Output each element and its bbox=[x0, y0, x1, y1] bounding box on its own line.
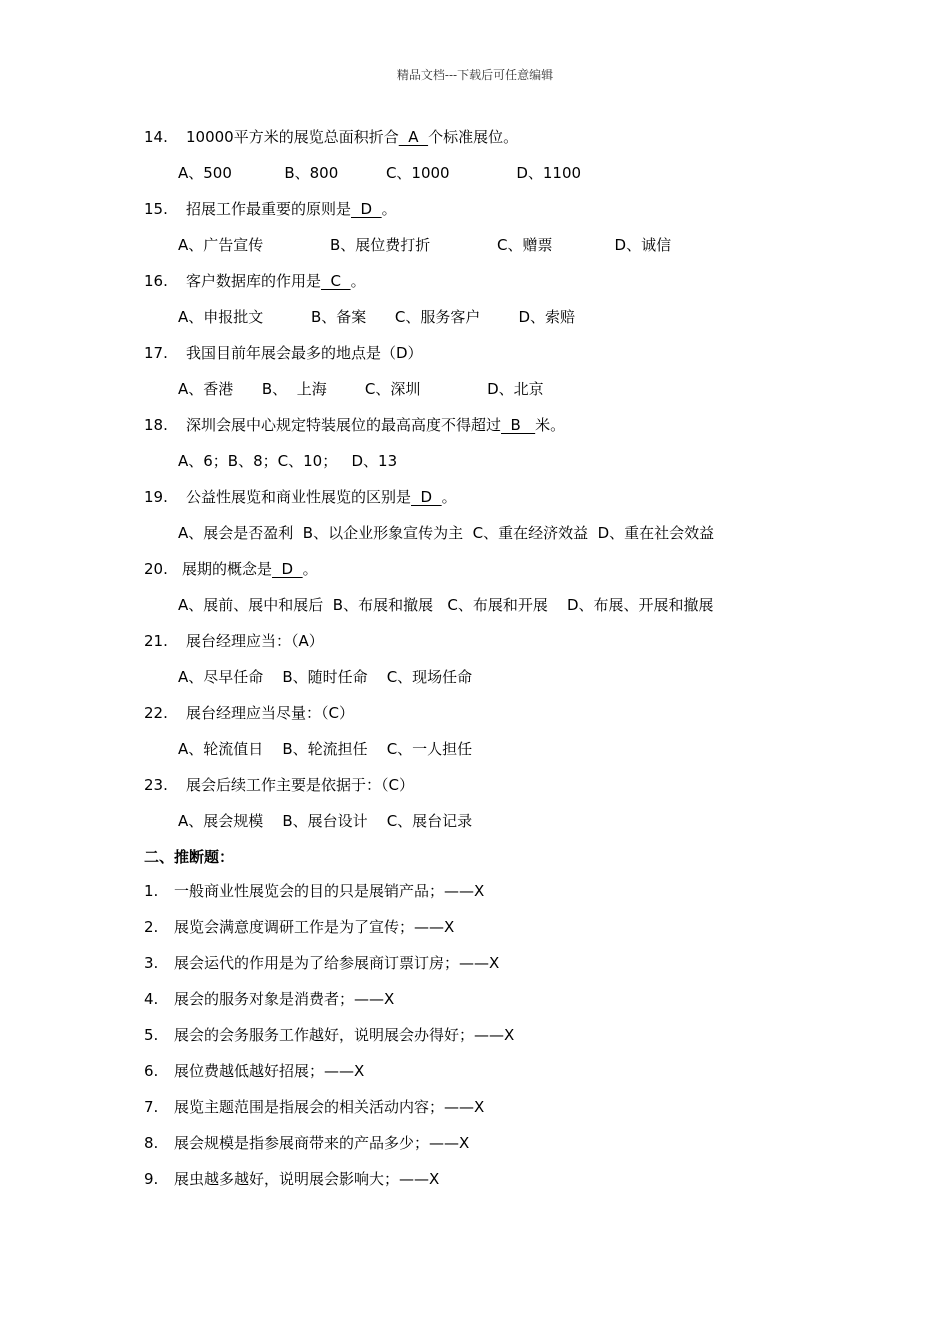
answer-blank: C bbox=[321, 272, 351, 290]
tf-item-2 bbox=[144, 917, 454, 937]
item-text: 展会的会务服务工作越好，说明展会办得好；——X bbox=[174, 1026, 515, 1044]
tf-item-3 bbox=[144, 953, 499, 973]
item-text: 展会的服务对象是消费者；——X bbox=[174, 990, 395, 1008]
question-22 bbox=[144, 703, 354, 723]
tf-item-9 bbox=[144, 1169, 439, 1189]
question-18 bbox=[144, 415, 565, 435]
question-number: 22. bbox=[144, 704, 168, 722]
question-15 bbox=[144, 199, 397, 219]
question-16 bbox=[144, 271, 366, 291]
tf-item-1 bbox=[144, 881, 484, 901]
question-20 bbox=[144, 559, 318, 579]
tf-item-4 bbox=[144, 989, 394, 1009]
item-number: 8. bbox=[144, 1134, 159, 1152]
question-text: 展台经理应当尽量：（C） bbox=[186, 704, 354, 722]
question-23 bbox=[144, 775, 414, 795]
question-text: 展台经理应当：（A） bbox=[186, 632, 324, 650]
options-14: A、500 B、800 C、1000 D、1100 bbox=[178, 164, 582, 182]
item-number: 9. bbox=[144, 1170, 159, 1188]
question-number: 14. bbox=[144, 128, 168, 146]
item-text: 一般商业性展览会的目的只是展销产品；——X bbox=[174, 882, 485, 900]
options-21: A、尽早任命 B、随时任命 C、现场任命 bbox=[178, 668, 473, 686]
item-text: 展会运代的作用是为了给参展商订票订房；——X bbox=[174, 954, 500, 972]
answer-blank: D bbox=[272, 560, 303, 578]
options-19: A、展会是否盈利 B、以企业形象宣传为主 C、重在经济效益 D、重在社会效益 bbox=[178, 524, 715, 542]
item-text: 展会规模是指参展商带来的产品多少；——X bbox=[174, 1134, 470, 1152]
question-text-end: 。 bbox=[350, 272, 366, 290]
question-number: 15. bbox=[144, 200, 168, 218]
question-text: 招展工作最重要的原则是 bbox=[186, 200, 352, 218]
answer-blank: B bbox=[501, 416, 536, 434]
options-16: A、申报批文 B、备案 C、服务客户 D、索赔 bbox=[178, 308, 576, 326]
answer-blank: A bbox=[398, 128, 429, 146]
item-text: 展览主题范围是指展会的相关活动内容；——X bbox=[174, 1098, 485, 1116]
question-text: 展会后续工作主要是依据于：（C） bbox=[186, 776, 414, 794]
question-text-end: 。 bbox=[441, 488, 457, 506]
question-text-end: 米。 bbox=[535, 416, 566, 434]
question-21 bbox=[144, 631, 324, 651]
section-title: 二、推断题： bbox=[144, 848, 235, 866]
tf-item-7 bbox=[144, 1097, 484, 1117]
question-number: 21. bbox=[144, 632, 168, 650]
options-17: A、香港 B、 上海 C、深圳 D、北京 bbox=[178, 380, 544, 398]
options-18: A、6；B、8；C、10； D、13 bbox=[178, 452, 398, 470]
item-number: 6. bbox=[144, 1062, 159, 1080]
question-19 bbox=[144, 487, 457, 507]
question-text-end: 个标准展位。 bbox=[428, 128, 519, 146]
options-22: A、轮流值日 B、轮流担任 C、一人担任 bbox=[178, 740, 473, 758]
question-number: 20. bbox=[144, 560, 168, 578]
question-text: 客户数据库的作用是 bbox=[186, 272, 322, 290]
item-number: 2. bbox=[144, 918, 159, 936]
item-number: 4. bbox=[144, 990, 159, 1008]
item-text: 展位费越低越好招展；——X bbox=[174, 1062, 365, 1080]
question-text: 展期的概念是 bbox=[182, 560, 273, 578]
question-number: 16. bbox=[144, 272, 168, 290]
question-text-end: 。 bbox=[302, 560, 318, 578]
question-text: 我国目前年展会最多的地点是（D） bbox=[186, 344, 423, 362]
answer-blank: D bbox=[411, 488, 442, 506]
options-23: A、展会规模 B、展台设计 C、展台记录 bbox=[178, 812, 473, 830]
options-20: A、展前、展中和展后 B、布展和撤展 C、布展和开展 D、布展、开展和撤展 bbox=[178, 596, 714, 614]
question-text: 公益性展览和商业性展览的区别是 bbox=[186, 488, 412, 506]
question-text: 深圳会展中心规定特装展位的最高高度不得超过 bbox=[186, 416, 502, 434]
tf-item-6 bbox=[144, 1061, 364, 1081]
options-15: A、广告宣传 B、展位费打折 C、赠票 D、诚信 bbox=[178, 236, 672, 254]
answer-blank: D bbox=[351, 200, 382, 218]
question-number: 17. bbox=[144, 344, 168, 362]
item-text: 展览会满意度调研工作是为了宣传；——X bbox=[174, 918, 455, 936]
item-number: 7. bbox=[144, 1098, 159, 1116]
question-text: 10000平方米的展览总面积折合 bbox=[186, 128, 399, 146]
tf-item-5 bbox=[144, 1025, 514, 1045]
question-number: 19. bbox=[144, 488, 168, 506]
question-14 bbox=[144, 127, 518, 147]
tf-item-8 bbox=[144, 1133, 469, 1153]
page-header: 精品文档---下载后可任意编辑 bbox=[396, 68, 554, 82]
item-text: 展虫越多越好，说明展会影响大；——X bbox=[174, 1170, 440, 1188]
question-number: 18. bbox=[144, 416, 168, 434]
item-number: 5. bbox=[144, 1026, 159, 1044]
question-number: 23. bbox=[144, 776, 168, 794]
question-17 bbox=[144, 343, 423, 363]
item-number: 1. bbox=[144, 882, 159, 900]
question-text-end: 。 bbox=[381, 200, 397, 218]
item-number: 3. bbox=[144, 954, 159, 972]
